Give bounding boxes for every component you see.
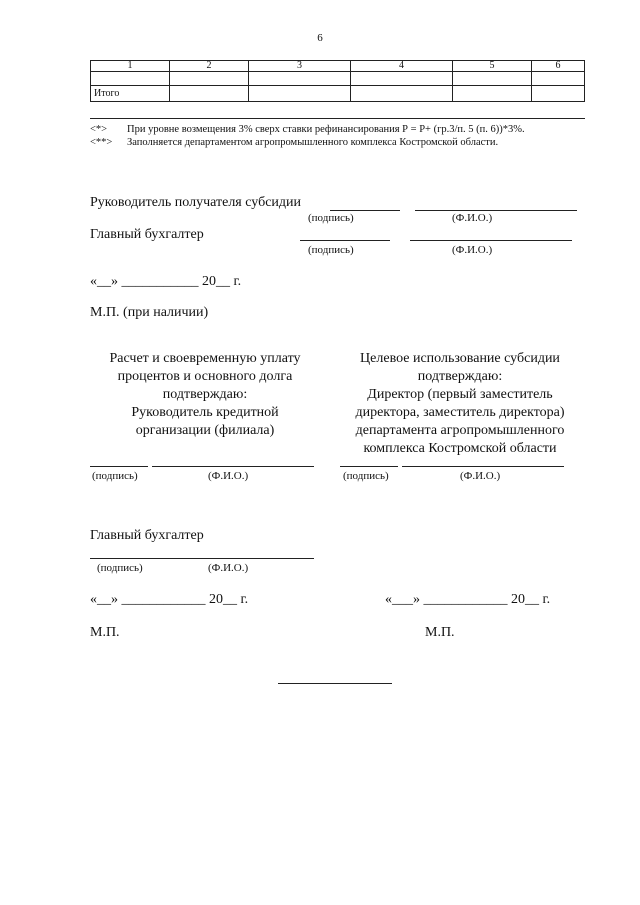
date-line-left: «__» ____________ 20__ г. — [90, 592, 249, 607]
table-cell — [532, 86, 585, 102]
note-marker: <**> — [90, 137, 113, 148]
name-label: (Ф.И.О.) — [452, 212, 493, 224]
bank-confirmation-line: Руководитель кредитной — [131, 405, 279, 420]
date-line-right: «___» ____________ 20__ г. — [385, 592, 551, 607]
chief-accountant-title: Главный бухгалтер — [90, 227, 204, 242]
department-confirmation-line: Директор (первый заместитель — [367, 387, 553, 402]
table-header-cell: 2 — [170, 61, 249, 72]
department-confirmation-line: директора, заместитель директора) — [355, 405, 565, 420]
page-number: 6 — [317, 32, 323, 44]
note-text: При уровне возмещения 3% сверх ставки рефинансирования Р = Р+ (гр.3/п. 5 (п. 6))*3%. — [127, 124, 525, 135]
signature-line — [90, 466, 148, 467]
signature-line — [330, 210, 400, 211]
bank-confirmation-line: организации (филиала) — [135, 423, 275, 438]
department-confirmation-line: комплекса Костромской области — [363, 441, 557, 456]
table-header-cell: 3 — [249, 61, 351, 72]
stamp-left: М.П. — [90, 625, 120, 640]
table-row-total — [91, 86, 585, 102]
table-cell — [351, 86, 453, 102]
department-confirmation-line: Целевое использование субсидии — [360, 351, 560, 366]
name-line — [152, 466, 314, 467]
table-cell — [170, 72, 249, 86]
table-cell — [249, 72, 351, 86]
bank-confirmation-block — [80, 350, 330, 440]
signature-line — [340, 466, 398, 467]
stamp-label: М.П. (при наличии) — [90, 305, 209, 320]
name-label: (Ф.И.О.) — [208, 470, 249, 482]
table-cell — [453, 72, 532, 86]
table-cell — [170, 86, 249, 102]
signature-label: (подпись) — [343, 470, 389, 482]
table-cell — [249, 86, 351, 102]
table-cell: Итого — [91, 86, 170, 102]
name-label: (Ф.И.О.) — [208, 562, 249, 574]
signature-label: (подпись) — [92, 470, 138, 482]
signature-label: (подпись) — [308, 212, 354, 224]
signature-line — [90, 558, 314, 559]
table-header-cell: 5 — [453, 61, 532, 72]
table-cell — [351, 72, 453, 86]
chief-accountant-title: Главный бухгалтер — [90, 528, 204, 543]
name-line — [415, 210, 577, 211]
table-header-row — [91, 61, 585, 72]
signature-line — [300, 240, 390, 241]
table-header-cell: 6 — [532, 61, 585, 72]
table-cell — [453, 86, 532, 102]
signature-label: (подпись) — [308, 244, 354, 256]
bank-confirmation-line: процентов и основного долга — [117, 369, 293, 384]
table-row — [91, 72, 585, 86]
bank-confirmation-line: подтверждаю: — [162, 387, 248, 402]
name-label: (Ф.И.О.) — [460, 470, 501, 482]
notes-divider — [90, 118, 585, 119]
stamp-right: М.П. — [425, 625, 455, 640]
data-table — [90, 60, 585, 102]
name-line — [402, 466, 564, 467]
bank-confirmation-line: Расчет и своевременную уплату — [109, 351, 301, 366]
closing-rule — [278, 683, 392, 684]
table-header-cell: 4 — [351, 61, 453, 72]
table-header-cell: 1 — [91, 61, 170, 72]
signature-label: (подпись) — [97, 562, 143, 574]
department-confirmation-block — [335, 350, 585, 458]
name-label: (Ф.И.О.) — [452, 244, 493, 256]
department-confirmation-line: департамента агропромышленного — [355, 423, 565, 438]
table-cell — [532, 72, 585, 86]
note-marker: <*> — [90, 124, 108, 135]
recipient-head-title: Руководитель получателя субсидии — [90, 195, 302, 210]
note-text: Заполняется департаментом агропромышленного комплекса Костромской области. — [127, 137, 499, 148]
name-line — [410, 240, 572, 241]
department-confirmation-line: подтверждаю: — [417, 369, 503, 384]
table-cell — [91, 72, 170, 86]
date-line: «__» ___________ 20__ г. — [90, 274, 242, 289]
